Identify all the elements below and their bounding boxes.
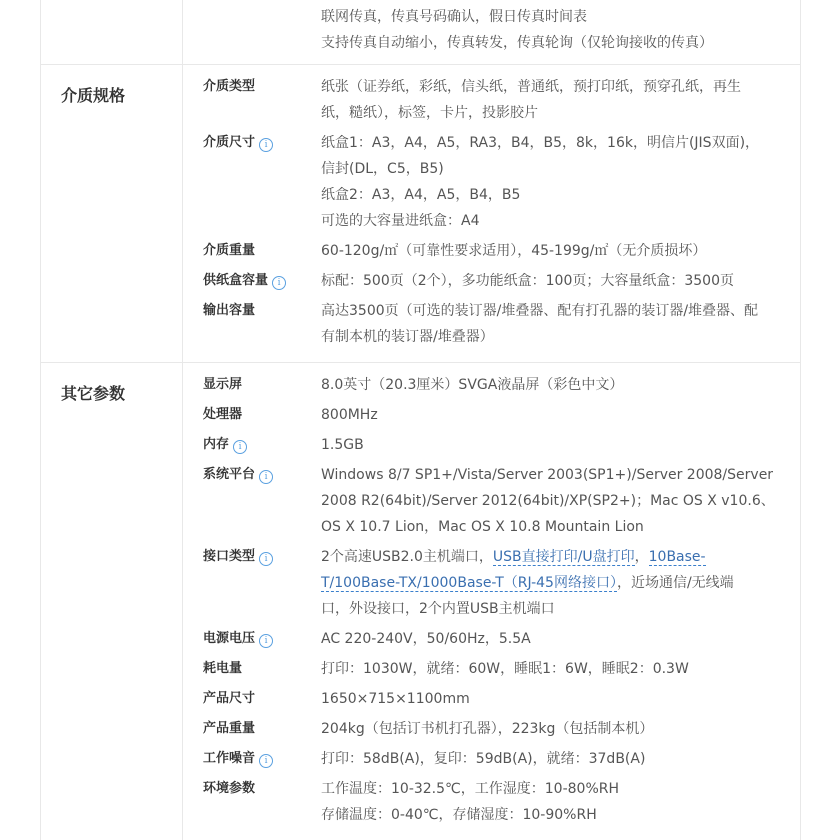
spec-row — [183, 400, 800, 430]
info-circle-icon[interactable]: i — [272, 276, 286, 290]
spec-value — [321, 128, 800, 236]
spec-row — [183, 714, 800, 744]
spec-row — [183, 296, 800, 352]
section-other — [41, 363, 800, 840]
spec-value — [321, 744, 800, 774]
spec-label — [183, 654, 321, 684]
spec-row — [183, 460, 800, 542]
info-circle-icon[interactable]: i — [259, 552, 273, 566]
spec-value — [321, 624, 800, 654]
value-line: 1650×715×1100mm — [321, 691, 470, 707]
value-line: 60-120g/㎡（可靠性要求适用），45-199g/㎡（无介质损坏） — [321, 243, 707, 259]
value-line: 纸，糙纸），标签，卡片，投影胶片 — [321, 105, 538, 121]
spec-label-text: 介质重量 — [203, 243, 256, 258]
spec-label — [183, 624, 321, 654]
spec-value — [321, 684, 800, 714]
value-line: 有制本机的装订器/堆叠器） — [321, 329, 494, 345]
spec-value — [321, 296, 800, 352]
value-line: Windows 8/7 SP1+/Vista/Server 2003(SP1+)/Server 2008/Server — [321, 467, 774, 483]
spec-label-text: 显示屏 — [203, 377, 243, 392]
info-circle-icon[interactable]: i — [259, 470, 273, 484]
value-line: 打印：1030W，就绪：60W，睡眠1：6W，睡眠2：0.3W — [321, 661, 689, 677]
spec-label-text: 接口类型 — [203, 549, 256, 564]
spec-row — [183, 684, 800, 714]
spec-label-text: 处理器 — [203, 407, 243, 422]
spec-value — [321, 2, 800, 58]
spec-label-text: 介质尺寸 — [203, 135, 256, 150]
spec-label — [183, 72, 321, 128]
spec-label-text: 供纸盒容量 — [203, 273, 269, 288]
value-line: 204kg（包括订书机打孔器），223kg（包括制本机） — [321, 721, 654, 737]
spec-label-text: 工作噪音 — [203, 751, 256, 766]
value-line: 纸盒2：A3，A4，A5，B4，B5 — [321, 187, 521, 203]
value-line: 高达3500页（可选的装订器/堆叠器、配有打孔器的装订器/堆叠器、配 — [321, 303, 759, 319]
spec-label-text: 介质类型 — [203, 79, 256, 94]
spec-row — [183, 744, 800, 774]
spec-value — [321, 266, 800, 296]
value-line: 工作温度：10-32.5℃，工作湿度：10-80%RH — [321, 781, 619, 797]
spec-label — [183, 774, 321, 830]
value-line: 可选的大容量进纸盒：A4 — [321, 213, 480, 229]
spec-value — [321, 72, 800, 128]
value-line: 联网传真，传真号码确认，假日传真时间表 — [321, 9, 587, 25]
section-title: 介质规格 — [41, 65, 183, 362]
value-text: ， — [634, 549, 649, 565]
spec-value — [321, 400, 800, 430]
section-title-fax — [41, 0, 183, 64]
value-line: 800MHz — [321, 407, 378, 423]
spec-value — [321, 654, 800, 684]
value-line: 口，外设接口，2个内置USB主机端口 — [321, 601, 555, 617]
spec-label-text: 产品重量 — [203, 721, 256, 736]
spec-label — [183, 128, 321, 236]
spec-label — [183, 296, 321, 352]
spec-label — [183, 400, 321, 430]
spec-label — [183, 460, 321, 542]
spec-row — [183, 72, 800, 128]
spec-table — [40, 0, 801, 840]
value-line: 8.0英寸（20.3厘米）SVGA液晶屏（彩色中文） — [321, 377, 624, 393]
spec-label-text: 产品尺寸 — [203, 691, 256, 706]
value-line: 2008 R2(64bit)/Server 2012(64bit)/XP(SP2+)；Mac OS X v10.6、 — [321, 493, 775, 509]
spec-label-text: 内存 — [203, 437, 230, 452]
spec-label-text: 环境参数 — [203, 781, 256, 796]
spec-value — [321, 370, 800, 400]
info-circle-icon[interactable]: i — [233, 440, 247, 454]
value-line: 纸盒1：A3，A4，A5，RA3，B4，B5，8k，16k，明信片(JIS双面)， — [321, 135, 760, 151]
value-text: 2个高速USB2.0主机端口， — [321, 549, 493, 565]
value-line: AC 220-240V，50/60Hz，5.5A — [321, 631, 531, 647]
spec-value — [321, 236, 800, 266]
value-line: 标配：500页（2个），多功能纸盒：100页；大容量纸盒：3500页 — [321, 273, 734, 289]
spec-value — [321, 714, 800, 744]
spec-row — [183, 2, 800, 58]
spec-row — [183, 430, 800, 460]
value-line: 信封(DL，C5，B5) — [321, 161, 444, 177]
spec-value — [321, 774, 800, 830]
spec-row — [183, 654, 800, 684]
value-line: 纸张（证券纸，彩纸，信头纸，普通纸，预打印纸，预穿孔纸，再生 — [321, 79, 741, 95]
spec-row — [183, 128, 800, 236]
section-title: 其它参数 — [41, 363, 183, 840]
spec-label-text: 输出容量 — [203, 303, 256, 318]
spec-label — [183, 236, 321, 266]
value-line: 存储温度：0-40℃，存储湿度：10-90%RH — [321, 807, 597, 823]
section-fax — [41, 0, 800, 65]
spec-label — [183, 744, 321, 774]
value-line: 打印：58dB(A)，复印：59dB(A)，就绪：37dB(A) — [321, 751, 646, 767]
value-line: 1.5GB — [321, 437, 364, 453]
value-line: OS X 10.7 Lion，Mac OS X 10.8 Mountain Lion — [321, 519, 644, 535]
spec-row — [183, 236, 800, 266]
value-line: 支持传真自动缩小，传真转发，传真轮询（仅轮询接收的传真） — [321, 35, 713, 51]
value-line — [321, 544, 784, 570]
section-media — [41, 65, 800, 363]
spec-row — [183, 624, 800, 654]
spec-label — [183, 430, 321, 460]
network-interface-link[interactable]: 10Base- — [648, 549, 706, 565]
value-text: ，近场通信/无线端 — [616, 575, 734, 591]
spec-value — [321, 430, 800, 460]
spec-row — [183, 774, 800, 830]
spec-row — [183, 542, 800, 624]
spec-value — [321, 542, 800, 624]
info-circle-icon[interactable]: i — [259, 138, 273, 152]
info-circle-icon[interactable]: i — [259, 634, 273, 648]
spec-row — [183, 266, 800, 296]
spec-label — [183, 370, 321, 400]
info-circle-icon[interactable]: i — [259, 754, 273, 768]
network-interface-link[interactable]: T/100Base-TX/1000Base-T（RJ-45网络接口） — [321, 575, 617, 591]
spec-label — [183, 542, 321, 624]
spec-label-text: 电源电压 — [203, 631, 256, 646]
spec-label — [183, 714, 321, 744]
spec-label-text: 系统平台 — [203, 467, 256, 482]
spec-label — [183, 684, 321, 714]
usb-direct-print-link[interactable]: USB直接打印/U盘打印 — [492, 549, 635, 565]
value-line — [321, 570, 784, 596]
spec-label-text: 耗电量 — [203, 661, 243, 676]
spec-value — [321, 460, 800, 542]
spec-label — [183, 266, 321, 296]
spec-row — [183, 370, 800, 400]
